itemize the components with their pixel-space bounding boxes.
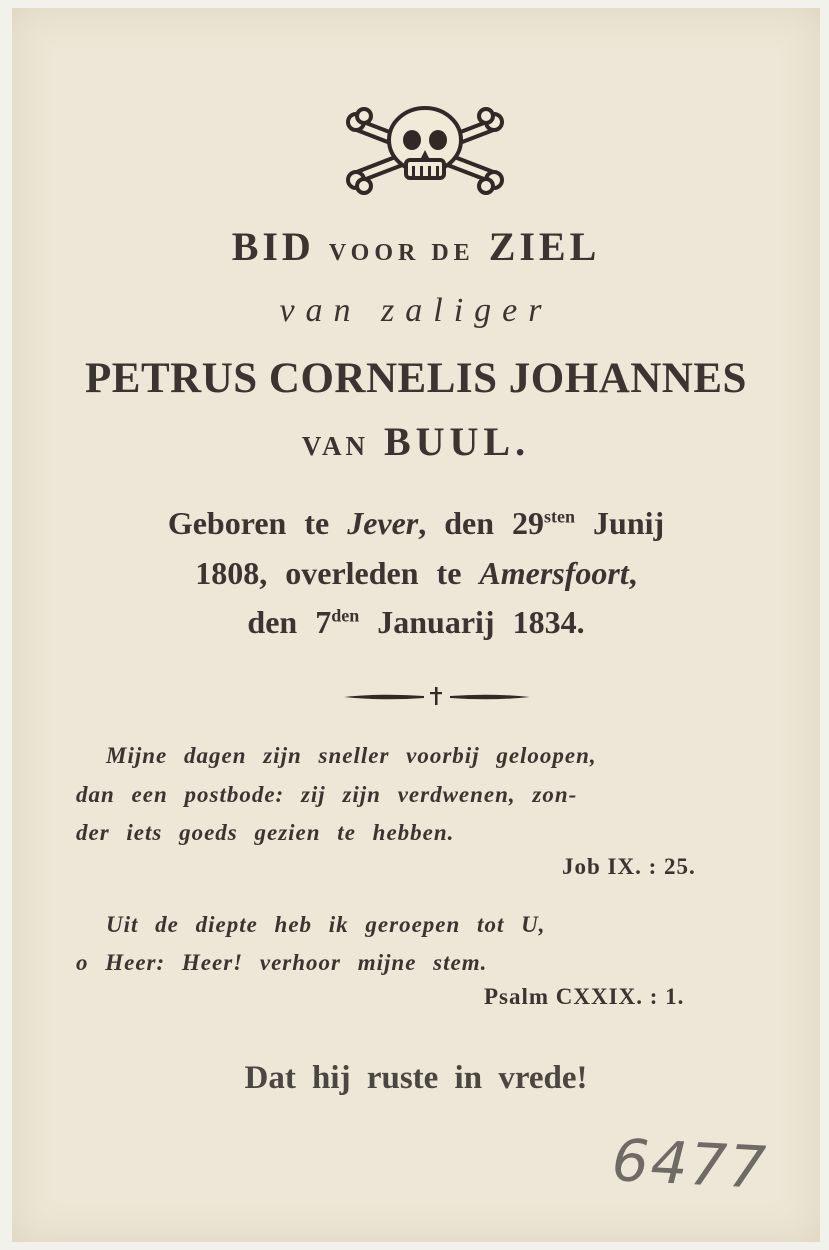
skull-and-crossbones-icon [342,104,508,196]
death-date-year: Januarij 1834. [359,604,585,640]
verse2-reference: Psalm CXXIX. : 1. [484,984,685,1009]
heading-voor-de: VOOR DE [328,240,475,266]
name-van: VAN [301,431,369,461]
name-buul: BUUL. [383,419,531,464]
memorial-card [12,8,820,1242]
birth-line [12,505,820,542]
verse1-reference: Job IX. : 25. [562,854,696,879]
death-comma: , [628,555,637,591]
birth-date-sup: sten [544,506,576,527]
death-date-text: den 7 [247,604,332,640]
verse2-line1: Uit de diepte heb ik geroepen tot U, [106,912,546,937]
prayer-heading [12,223,820,270]
birth-place: Jever [347,505,419,541]
death-text: 1808, overleden te [195,555,462,591]
verse1-line3: der iets goeds gezien te hebben. [76,820,455,845]
verse1-line2: dan een postbode: zij zijn verdwenen, zon- [76,782,578,807]
cross-divider-icon [342,686,532,706]
death-line [12,555,820,592]
death-place: Amersfoort [479,555,629,591]
birth-text: Geboren te [167,505,330,541]
closing-blessing: Dat hij ruste in vrede! [244,1060,588,1096]
heading-ziel: ZIEL [488,224,601,269]
deceased-name-line2 [12,418,820,465]
birth-month: Junij [575,505,665,541]
deceased-name-line1: PETRUS CORNELIS JOHANNES [85,355,747,402]
birth-date-text: , den 29 [418,505,545,541]
verse1-line1: Mijne dagen zijn sneller voorbij geloopen, [106,743,597,768]
death-date-line [12,604,820,641]
verse2-line2: o Heer: Heer! verhoor mijne stem. [76,950,488,975]
death-date-sup: den [331,605,360,626]
handwritten-inventory-number: 6477 [610,1125,770,1203]
heading-bid: BID [231,224,315,269]
subheading: van zaliger [279,292,553,329]
